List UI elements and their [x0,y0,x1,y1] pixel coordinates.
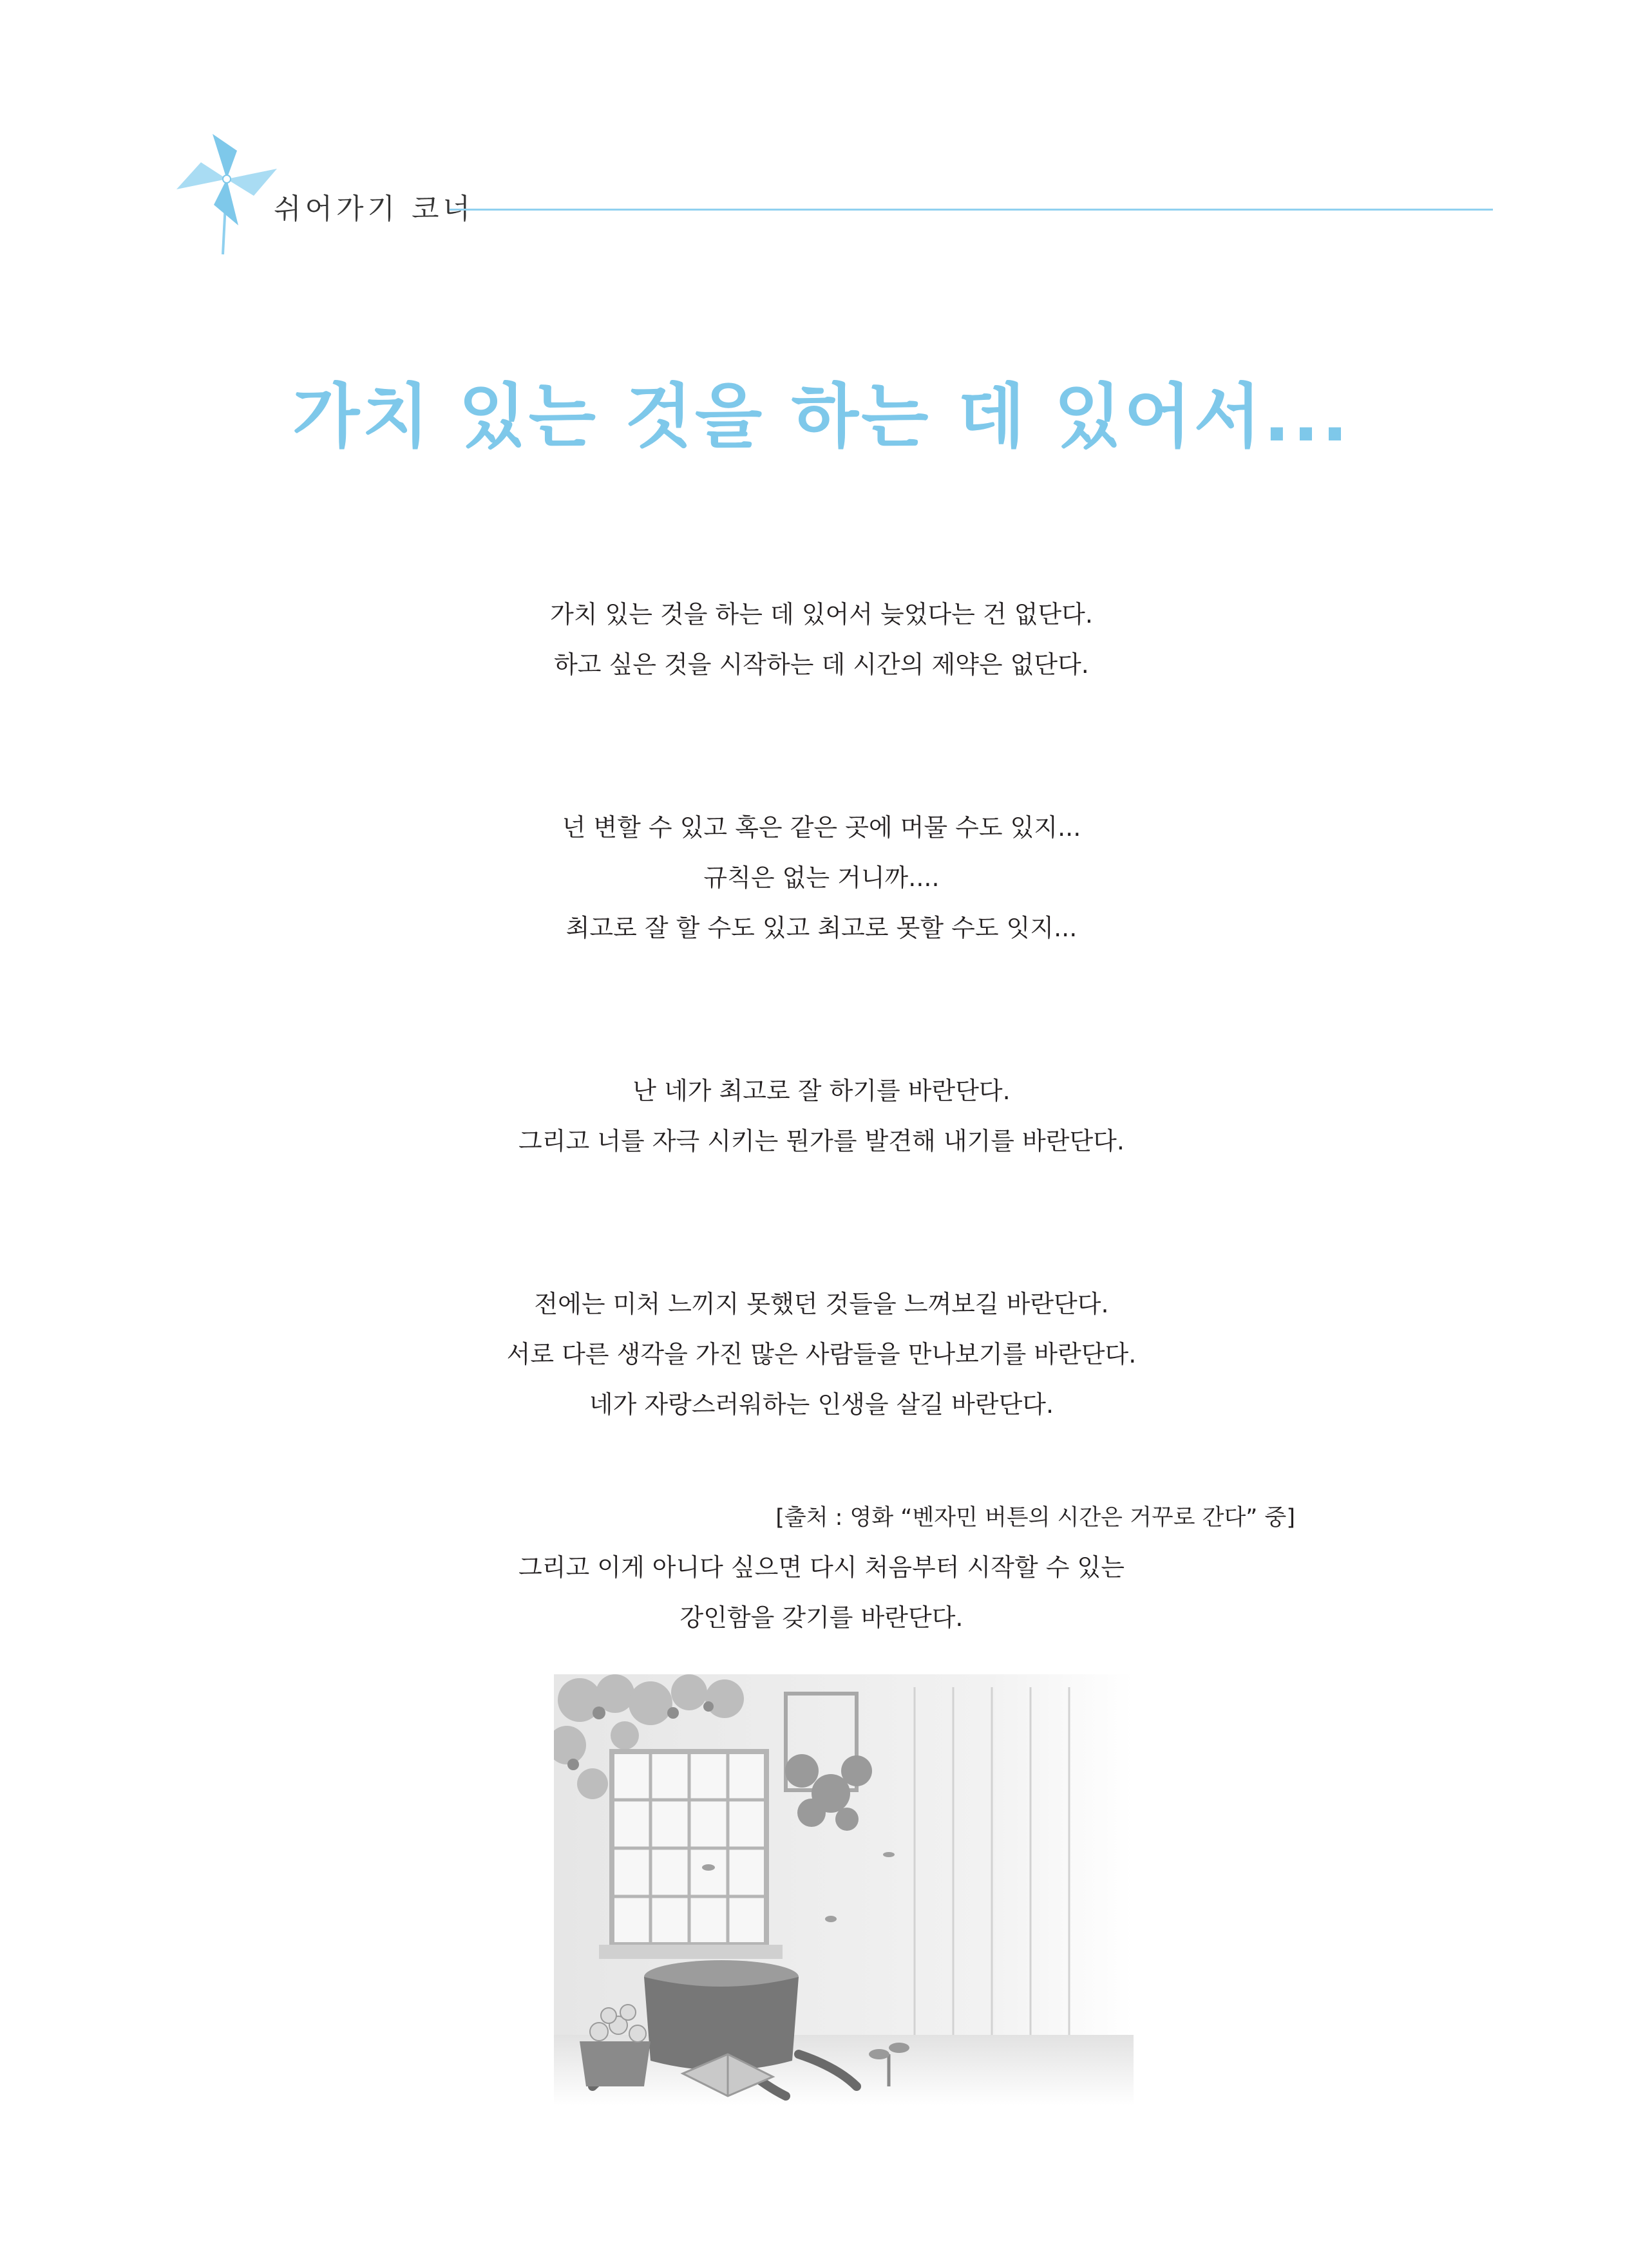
poem-stanza [0,1066,1643,1166]
poem-line: 강인함을 갖기를 바란단다. [679,1603,964,1632]
poem-line: 전에는 미처 느끼지 못했던 것들을 느껴보길 바란단다. [534,1290,1109,1318]
window-and-tree-stump-illustration [554,1674,1134,2106]
poem-line: 네가 자랑스러워하는 인생을 살길 바란단다. [589,1390,1054,1419]
poem-line: 그리고 너를 자극 시키는 뭔가를 발견해 내기를 바란단다. [518,1127,1125,1155]
poem-line: 하고 싶은 것을 시작하는 데 시간의 제약은 없단다. [554,650,1089,679]
poem-line: 넌 변할 수 있고 혹은 같은 곳에 머물 수도 있지... [562,813,1081,842]
poem-stanza [0,802,1643,953]
source-citation: [출처 : 영화 “벤자민 버튼의 시간은 거꾸로 간다” 중] [775,1505,1295,1531]
section-header [174,129,1488,258]
header-divider [450,209,1493,211]
poem-line: 난 네가 최고로 잘 하기를 바란단다. [632,1077,1011,1105]
page-title: 가치 있는 것을 하는 데 있어서... [292,377,1351,457]
poem-line: 규칙은 없는 거니까.... [703,864,940,892]
poem-line: 가치 있는 것을 하는 데 있어서 늦었다는 건 없단다. [550,600,1093,628]
poem-stanza [0,1279,1643,1430]
section-label: 쉬어가기 코너 [274,193,475,225]
poem-line: 그리고 이게 아니다 싶으면 다시 처음부터 시작할 수 있는 [518,1553,1125,1582]
poem-line: 서로 다른 생각을 가진 많은 사람들을 만나보기를 바란단다. [506,1340,1137,1368]
poem-line: 최고로 잘 할 수도 있고 최고로 못할 수도 잇지... [565,914,1078,942]
poem-stanza [0,1542,1643,1643]
poem [0,589,1643,1643]
poem-stanza [0,589,1643,690]
pinwheel-icon [174,129,283,258]
